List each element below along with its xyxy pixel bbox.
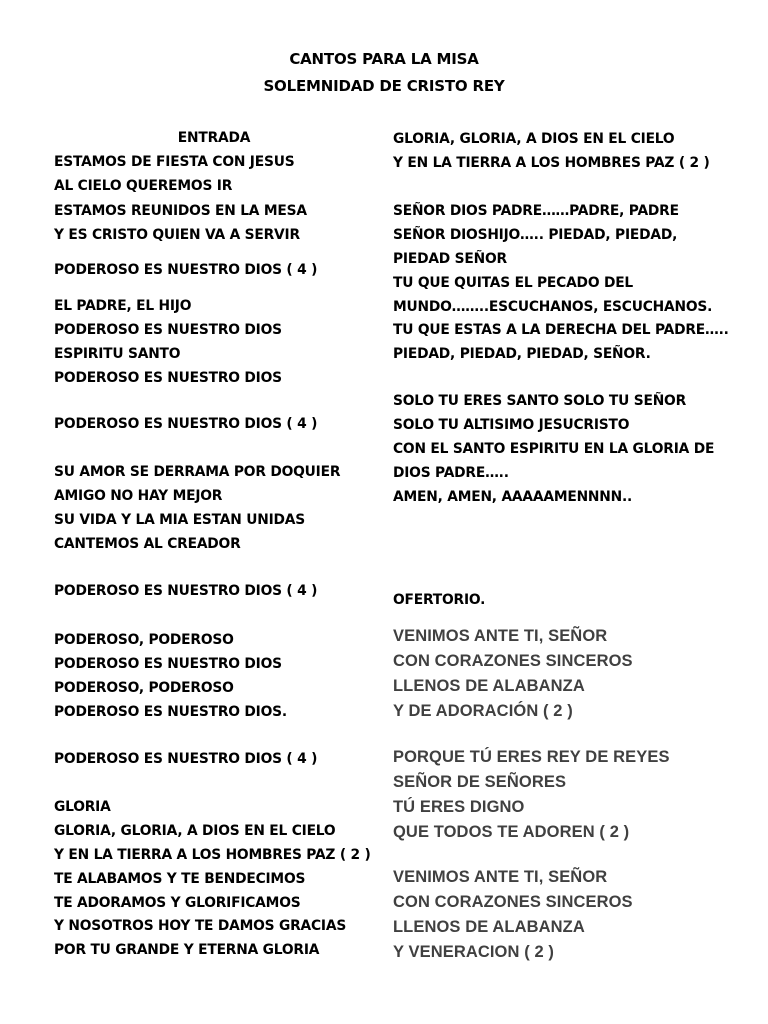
lyric-line: POR TU GRANDE Y ETERNA GLORIA bbox=[54, 942, 320, 958]
lyric-line: SU VIDA Y LA MIA ESTAN UNIDAS bbox=[54, 512, 305, 528]
ofertorio-line: QUE TODOS TE ADOREN ( 2 ) bbox=[393, 823, 630, 841]
ofertorio-line: PORQUE TÚ ERES REY DE REYES bbox=[393, 748, 670, 766]
lyric-line: DIOS PADRE….. bbox=[393, 465, 509, 481]
lyric-line: SU AMOR SE DERRAMA POR DOQUIER bbox=[54, 464, 341, 480]
lyric-line: TE ADORAMOS Y GLORIFICAMOS bbox=[54, 895, 301, 911]
ofertorio-line: TÚ ERES DIGNO bbox=[393, 798, 525, 816]
lyric-line: AMEN, AMEN, AAAAAMENNNN.. bbox=[393, 489, 633, 505]
title-line-1: CANTOS PARA LA MISA bbox=[289, 50, 479, 68]
title-line-2: SOLEMNIDAD DE CRISTO REY bbox=[263, 77, 505, 95]
ofertorio-line: VENIMOS ANTE TI, SEÑOR bbox=[393, 868, 608, 886]
lyric-line: SOLO TU ERES SANTO SOLO TU SEÑOR bbox=[393, 393, 687, 409]
lyric-line: PODEROSO ES NUESTRO DIOS bbox=[54, 322, 282, 338]
lyric-line: TU QUE QUITAS EL PECADO DEL bbox=[393, 275, 634, 291]
lyric-line: GLORIA, GLORIA, A DIOS EN EL CIELO bbox=[54, 823, 336, 839]
lyric-line: TE ALABAMOS Y TE BENDECIMOS bbox=[54, 871, 306, 887]
lyric-line: Y EN LA TIERRA A LOS HOMBRES PAZ ( 2 ) bbox=[393, 155, 710, 171]
lyric-line: AL CIELO QUEREMOS IR bbox=[54, 178, 233, 194]
lyric-line: PIEDAD, PIEDAD, PIEDAD, SEÑOR. bbox=[393, 346, 651, 362]
lyric-line: TU QUE ESTAS A LA DERECHA DEL PADRE….. bbox=[393, 322, 729, 338]
lyric-line: CANTEMOS AL CREADOR bbox=[54, 536, 241, 552]
lyric-line: MUNDO……..ESCUCHANOS, ESCUCHANOS. bbox=[393, 299, 713, 315]
ofertorio-line: LLENOS DE ALABANZA bbox=[393, 677, 585, 695]
lyric-line: CON EL SANTO ESPIRITU EN LA GLORIA DE bbox=[393, 441, 715, 457]
chorus-line: PODEROSO ES NUESTRO DIOS ( 4 ) bbox=[54, 416, 318, 432]
entrada-heading: ENTRADA bbox=[177, 130, 251, 146]
ofertorio-line: CON CORAZONES SINCEROS bbox=[393, 652, 633, 670]
lyric-line: PODEROSO, PODEROSO bbox=[54, 680, 234, 696]
ofertorio-line: Y VENERACION ( 2 ) bbox=[393, 943, 555, 961]
lyric-line: GLORIA, GLORIA, A DIOS EN EL CIELO bbox=[393, 131, 675, 147]
lyric-line: ESTAMOS DE FIESTA CON JESUS bbox=[54, 154, 295, 170]
lyric-line: PIEDAD SEÑOR bbox=[393, 251, 507, 267]
gloria-heading: GLORIA bbox=[54, 799, 111, 815]
chorus-line: PODEROSO ES NUESTRO DIOS ( 4 ) bbox=[54, 751, 318, 767]
ofertorio-heading: OFERTORIO. bbox=[393, 592, 486, 608]
lyric-line: PODEROSO ES NUESTRO DIOS bbox=[54, 370, 282, 386]
ofertorio-line: CON CORAZONES SINCEROS bbox=[393, 893, 633, 911]
ofertorio-line: LLENOS DE ALABANZA bbox=[393, 918, 585, 936]
lyric-line: AMIGO NO HAY MEJOR bbox=[54, 488, 223, 504]
lyric-line: ESPIRITU SANTO bbox=[54, 346, 181, 362]
ofertorio-line: SEÑOR DE SEÑORES bbox=[393, 773, 567, 791]
chorus-line: PODEROSO ES NUESTRO DIOS ( 4 ) bbox=[54, 262, 318, 278]
ofertorio-line: VENIMOS ANTE TI, SEÑOR bbox=[393, 627, 608, 645]
chorus-line: PODEROSO ES NUESTRO DIOS ( 4 ) bbox=[54, 583, 318, 599]
lyric-line: SOLO TU ALTISIMO JESUCRISTO bbox=[393, 417, 630, 433]
lyric-line: Y NOSOTROS HOY TE DAMOS GRACIAS bbox=[54, 918, 347, 934]
lyric-line: PODEROSO ES NUESTRO DIOS bbox=[54, 656, 282, 672]
lyric-line: SEÑOR DIOSHIJO….. PIEDAD, PIEDAD, bbox=[393, 227, 678, 243]
lyric-line: PODEROSO ES NUESTRO DIOS. bbox=[54, 704, 287, 720]
ofertorio-line: Y DE ADORACIÓN ( 2 ) bbox=[393, 702, 573, 720]
lyric-line: EL PADRE, EL HIJO bbox=[54, 298, 192, 314]
lyric-line: SEÑOR DIOS PADRE……PADRE, PADRE bbox=[393, 203, 679, 219]
lyric-line: ESTAMOS REUNIDOS EN LA MESA bbox=[54, 203, 307, 219]
lyric-line: Y ES CRISTO QUIEN VA A SERVIR bbox=[54, 227, 300, 243]
lyric-line: PODEROSO, PODEROSO bbox=[54, 632, 234, 648]
lyric-line: Y EN LA TIERRA A LOS HOMBRES PAZ ( 2 ) bbox=[54, 847, 371, 863]
